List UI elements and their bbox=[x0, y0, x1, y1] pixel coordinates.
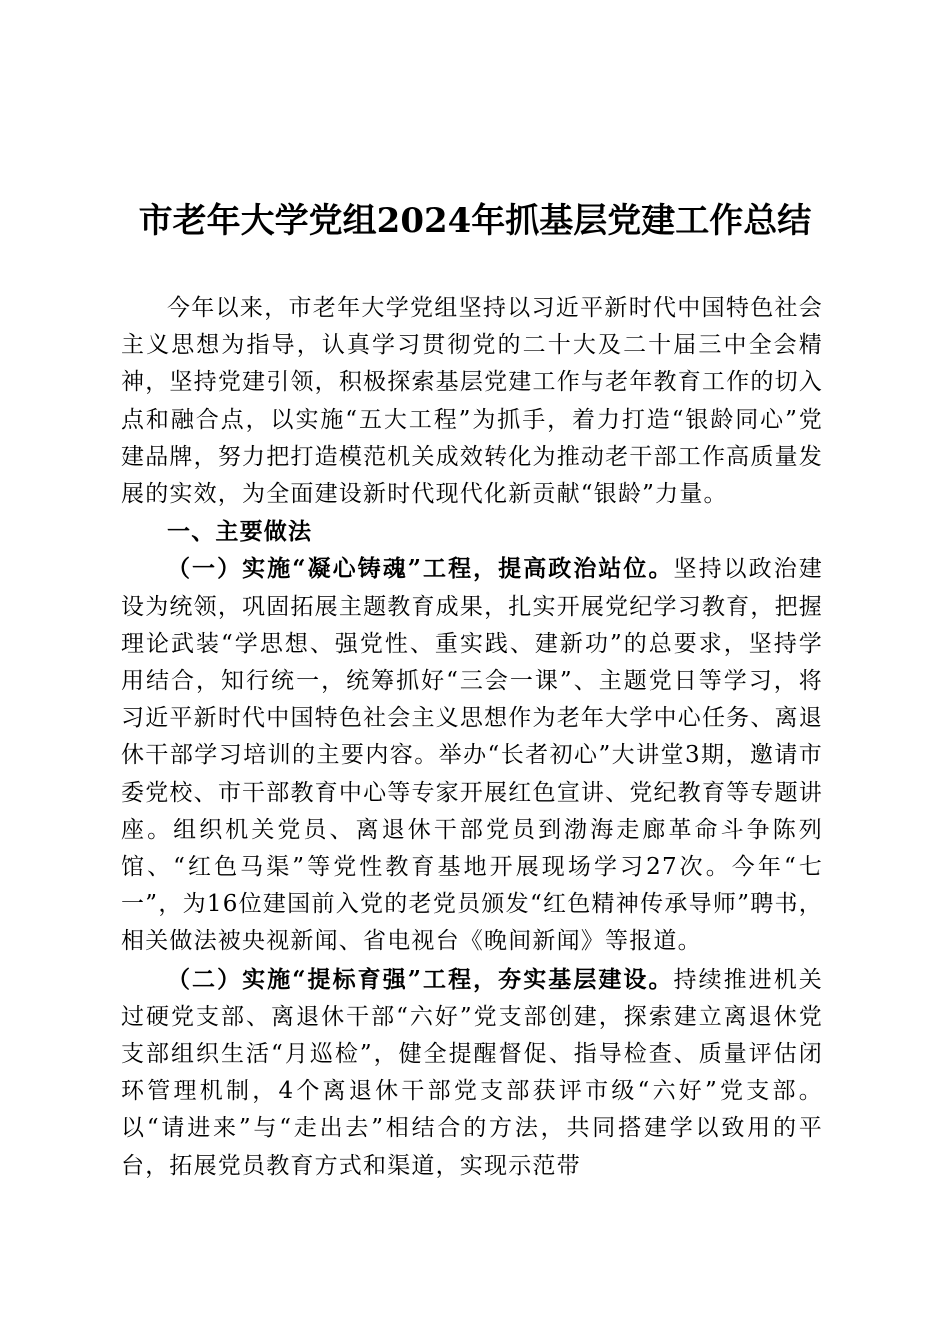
item-heading-1: （一）实施“凝心铸魂”工程，提高政治站位。 bbox=[167, 555, 674, 583]
section-heading-main-practices: 一、主要做法 bbox=[167, 518, 313, 546]
document-body bbox=[121, 290, 823, 1185]
item-paragraph-2 bbox=[121, 961, 823, 1185]
item-text-1: 坚持以政治建设为统领，巩固拓展主题教育成果，扎实开展党纪学习教育，把握理论武装“学思想、强党性、重实践、建新功”的总要求，坚持学用结合，知行统一，统筹抓好“三会一课”、主题党日等学习，将习近平新时代中国特色社会主义思想作为老年大学中心任务、离退休干部学习培训的主要内容。举办“长者初心”大讲堂3期，邀请市委党校、市干部教育中心等专家开展红色宣讲、党纪教育等专题讲座。组织机关党员、离退休干部党员到渤海走廊革命斗争陈列馆、“红色马渠”等党性教育基地开展现场学习27次。今年“七一”，为16位建国前入党的老党员颁发“红色精神传承导师”聘书，相关做法被央视新闻、省电视台《晚间新闻》等报道。 bbox=[121, 556, 823, 955]
item-heading-2: （二）实施“提标育强”工程，夯实基层建设。 bbox=[167, 965, 674, 993]
document-title: 市老年大学党组2024年抓基层党建工作总结 bbox=[138, 201, 812, 241]
item-text-2: 持续推进机关过硬党支部、离退休干部“六好”党支部创建，探索建立离退休党支部组织生活“月巡检”，健全提醒督促、指导检查、质量评估闭环管理机制，4个离退休干部党支部获评市级“六好”党支部。以“请进来”与“走出去”相结合的方法，共同搭建学以致用的平台，拓展党员教育方式和渠道，实现示范带 bbox=[121, 966, 823, 1179]
item-paragraph-1 bbox=[121, 550, 823, 960]
intro-paragraph: 今年以来，市老年大学党组坚持以习近平新时代中国特色社会主义思想为指导，认真学习贯彻党的二十大及二十届三中全会精神，坚持党建引领，积极探索基层党建工作与老年教育工作的切入点和融合点，以实施“五大工程”为抓手，着力打造“银龄同心”党建品牌，努力把打造模范机关成效转化为推动老干部工作高质量发展的实效，为全面建设新时代现代化新贡献“银龄”力量。 bbox=[121, 295, 823, 508]
